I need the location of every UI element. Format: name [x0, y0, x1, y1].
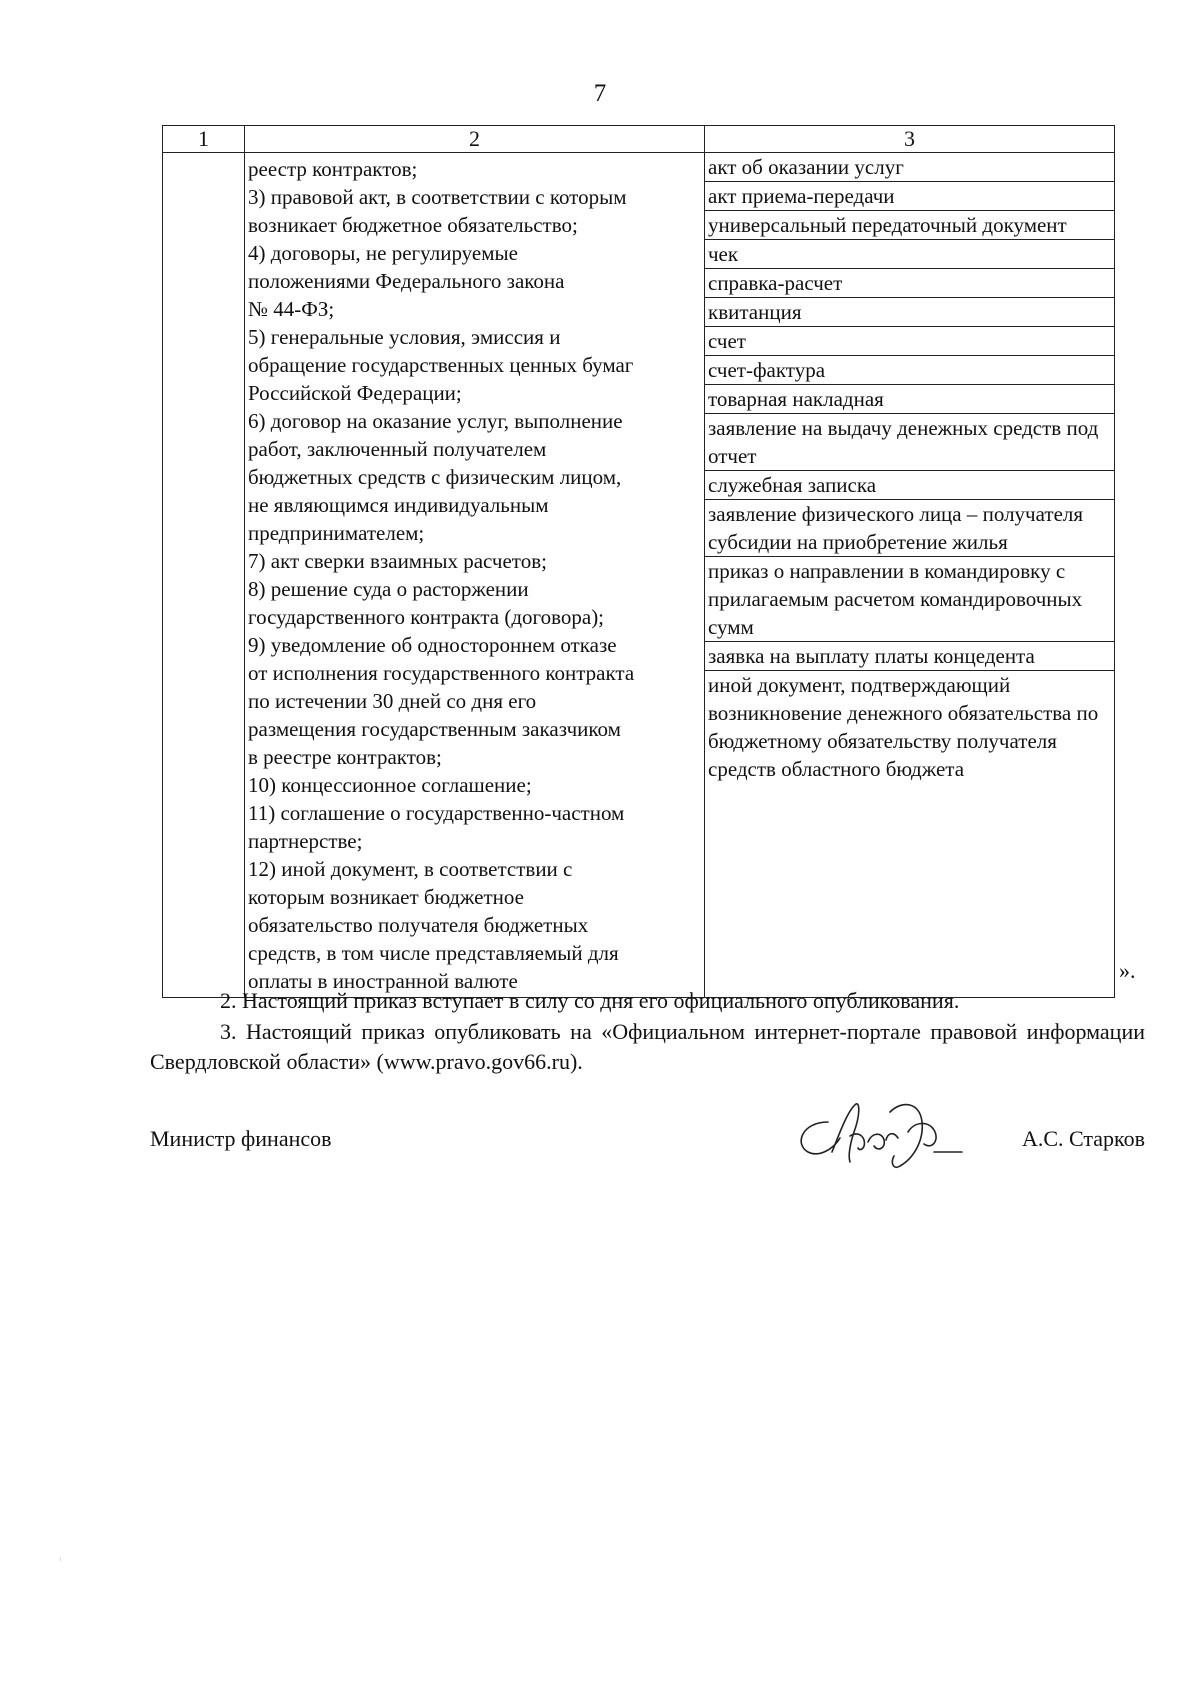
- basis-line: 10) концессионное соглашение;: [248, 773, 532, 797]
- basis-line: 6) договор на оказание услуг, выполнение: [248, 409, 623, 433]
- basis-line: реестр контрактов;: [248, 157, 418, 181]
- table-header-col2: 2: [245, 126, 705, 153]
- document-list-item: чек: [705, 240, 1114, 269]
- document-list-item: универсальный передаточный документ: [705, 211, 1114, 240]
- signature-block: [150, 1112, 1145, 1172]
- document-list-item: справка-расчет: [705, 269, 1114, 298]
- document-list-item: акт приема-передачи: [705, 182, 1114, 211]
- document-list-item: служебная записка: [705, 471, 1114, 500]
- document-list: [705, 153, 1114, 783]
- basis-line: которым возникает бюджетное: [248, 885, 524, 909]
- basis-line: положениями Федерального закона: [248, 269, 565, 293]
- basis-line: 8) решение суда о расторжении: [248, 577, 529, 601]
- basis-line: работ, заключенный получателем: [248, 437, 547, 461]
- document-list-item: иной документ, подтверждающий возникновение денежного обязательства по бюджетному обязательству получателя средств областного бюджета: [708, 673, 1099, 781]
- handwritten-signature: [790, 1092, 965, 1182]
- basis-line: 4) договоры, не регулируемые: [248, 241, 518, 265]
- basis-line: 3) правовой акт, в соответствии с которым: [248, 185, 627, 209]
- document-list-item: заявка на выплату платы концедента: [705, 642, 1114, 671]
- basis-line: не являющимся индивидуальным: [248, 493, 549, 517]
- basis-line: 7) акт сверки взаимных расчетов;: [248, 549, 547, 573]
- table-cell-col3: [705, 153, 1115, 998]
- document-list-item: товарная накладная: [705, 385, 1114, 414]
- basis-line: в реестре контрактов;: [248, 745, 442, 769]
- basis-line: 5) генеральные условия, эмиссия и: [248, 325, 561, 349]
- document-table: [162, 125, 1115, 998]
- basis-line: № 44-ФЗ;: [248, 297, 335, 321]
- document-list-item: счет-фактура: [705, 356, 1114, 385]
- document-list-item: квитанция: [705, 298, 1114, 327]
- scan-artifact: [60, 1557, 65, 1561]
- table-header-row: [163, 126, 1115, 153]
- basis-line: обязательство получателя бюджетных: [248, 913, 589, 937]
- document-list-item: акт об оказании услуг: [705, 153, 1114, 182]
- basis-line: предпринимателем;: [248, 521, 425, 545]
- document-list-item: приказ о направлении в командировку с прилагаемым расчетом командировочных сумм: [705, 557, 1114, 642]
- basis-line: средств, в том числе представляемый для: [248, 941, 619, 965]
- signer-title: Министр финансов: [150, 1126, 332, 1151]
- paragraph-2: 2. Настоящий приказ вступает в силу со дня его официального опубликования.: [220, 988, 960, 1013]
- table-header-col3: 3: [705, 126, 1115, 153]
- basis-line: бюджетных средств с физическим лицом,: [248, 465, 622, 489]
- basis-line: Российской Федерации;: [248, 381, 462, 405]
- basis-line: возникает бюджетное обязательство;: [248, 213, 578, 237]
- paragraph-3: 3. Настоящий приказ опубликовать на «Официальном интернет-портале правовой информации Свердловской области» (www.pravo.gov66.ru).: [150, 1019, 1145, 1074]
- page-number: 7: [593, 80, 607, 107]
- basis-line: государственного контракта (договора);: [248, 605, 605, 629]
- document-list-item: счет: [705, 327, 1114, 356]
- table-header-col1: 1: [163, 126, 245, 153]
- table-cell-col2: [245, 153, 705, 998]
- basis-line: 9) уведомление об одностороннем отказе: [248, 633, 617, 657]
- signer-name: А.С. Старков: [1021, 1126, 1145, 1151]
- document-list-item: заявление физического лица – получателя субсидии на приобретение жилья: [705, 500, 1114, 557]
- basis-line: по истечении 30 дней со дня его: [248, 689, 537, 713]
- closing-quote: ».: [1119, 958, 1136, 983]
- table-cell-col1: [163, 153, 245, 998]
- basis-line: обращение государственных ценных бумаг: [248, 353, 634, 377]
- basis-line: размещения государственным заказчиком: [248, 717, 621, 741]
- basis-line: от исполнения государственного контракта: [248, 661, 635, 685]
- basis-line: партнерстве;: [248, 829, 363, 853]
- document-list-item: заявление на выдачу денежных средств под отчет: [705, 414, 1114, 471]
- table-row: [163, 153, 1115, 998]
- basis-line: оплаты в иностранной валюте: [248, 969, 518, 993]
- basis-line: 12) иной документ, в соответствии с: [248, 857, 573, 881]
- basis-line: 11) соглашение о государственно-частном: [248, 801, 625, 825]
